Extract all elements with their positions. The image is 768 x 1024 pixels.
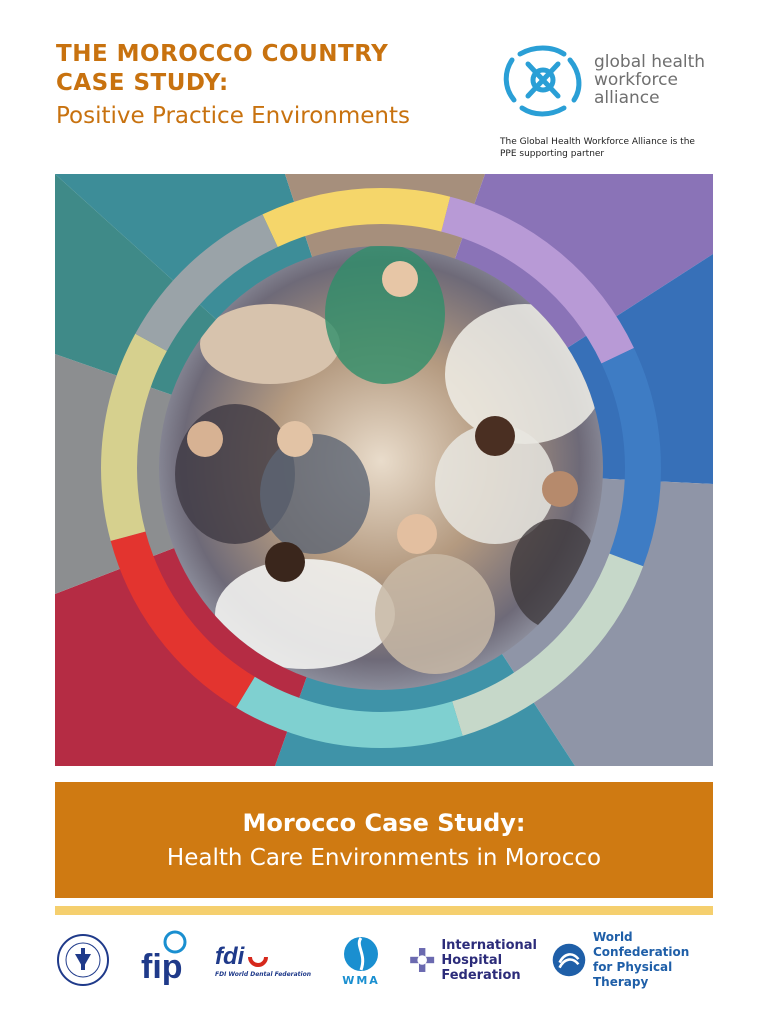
cover-title-block: [56, 40, 476, 132]
alliance-note-line-1: The Global Health Workforce Alliance is the: [500, 137, 695, 147]
alliance-note-line-2: PPE supporting partner: [500, 149, 605, 159]
icn-logo: [55, 928, 115, 992]
fdi-caption: FDI World Dental Federation: [215, 970, 311, 978]
wcpt-line-2: for Physical Therapy: [592, 960, 673, 989]
cover-illustration: [55, 174, 713, 766]
ihf-logo: [407, 928, 537, 992]
wcpt-name: [593, 930, 713, 990]
cover-subtitle: Positive Practice Environments: [56, 103, 410, 129]
cover-banner: [55, 782, 713, 898]
alliance-name-line-1: global health: [594, 52, 706, 72]
alliance-hands-logo-icon: [500, 42, 586, 118]
title-line-2: CASE STUDY:: [56, 70, 229, 96]
alliance-name: [594, 53, 705, 107]
ihf-line-3: Federation: [441, 967, 521, 983]
fip-logo: [141, 928, 201, 992]
ihf-emblem-icon: [407, 941, 437, 979]
wcpt-swirl-icon: [551, 939, 587, 981]
wma-logo: [331, 928, 391, 992]
alliance-name-line-2: workforce: [594, 70, 678, 90]
alliance-logo-block: [500, 42, 720, 160]
ihf-name: [441, 938, 537, 983]
fip-wordmark: fip: [141, 947, 183, 986]
cover-artwork: [55, 174, 713, 766]
banner-divider: [55, 906, 713, 915]
ihf-line-1: International: [441, 937, 537, 953]
wma-wordmark: WMA: [342, 973, 380, 987]
icn-seal-icon: [55, 932, 111, 988]
fdi-smile-icon: [246, 945, 270, 969]
fip-mark-icon: [163, 930, 187, 954]
banner-subtitle: Health Care Environments in Morocco: [166, 845, 602, 871]
wcpt-logo: [551, 928, 713, 992]
banner-title: Morocco Case Study:: [242, 809, 526, 837]
partner-logos: [55, 928, 713, 992]
wcpt-line-1: World Confederation: [592, 930, 690, 959]
wma-globe-icon: [341, 934, 381, 974]
title-line-1: THE MOROCCO COUNTRY: [56, 41, 389, 67]
alliance-name-line-3: alliance: [594, 88, 660, 108]
ihf-line-2: Hospital: [441, 952, 503, 968]
alliance-note: [500, 136, 720, 160]
fdi-logo: [215, 928, 311, 992]
fdi-wordmark: fdi: [215, 942, 245, 970]
